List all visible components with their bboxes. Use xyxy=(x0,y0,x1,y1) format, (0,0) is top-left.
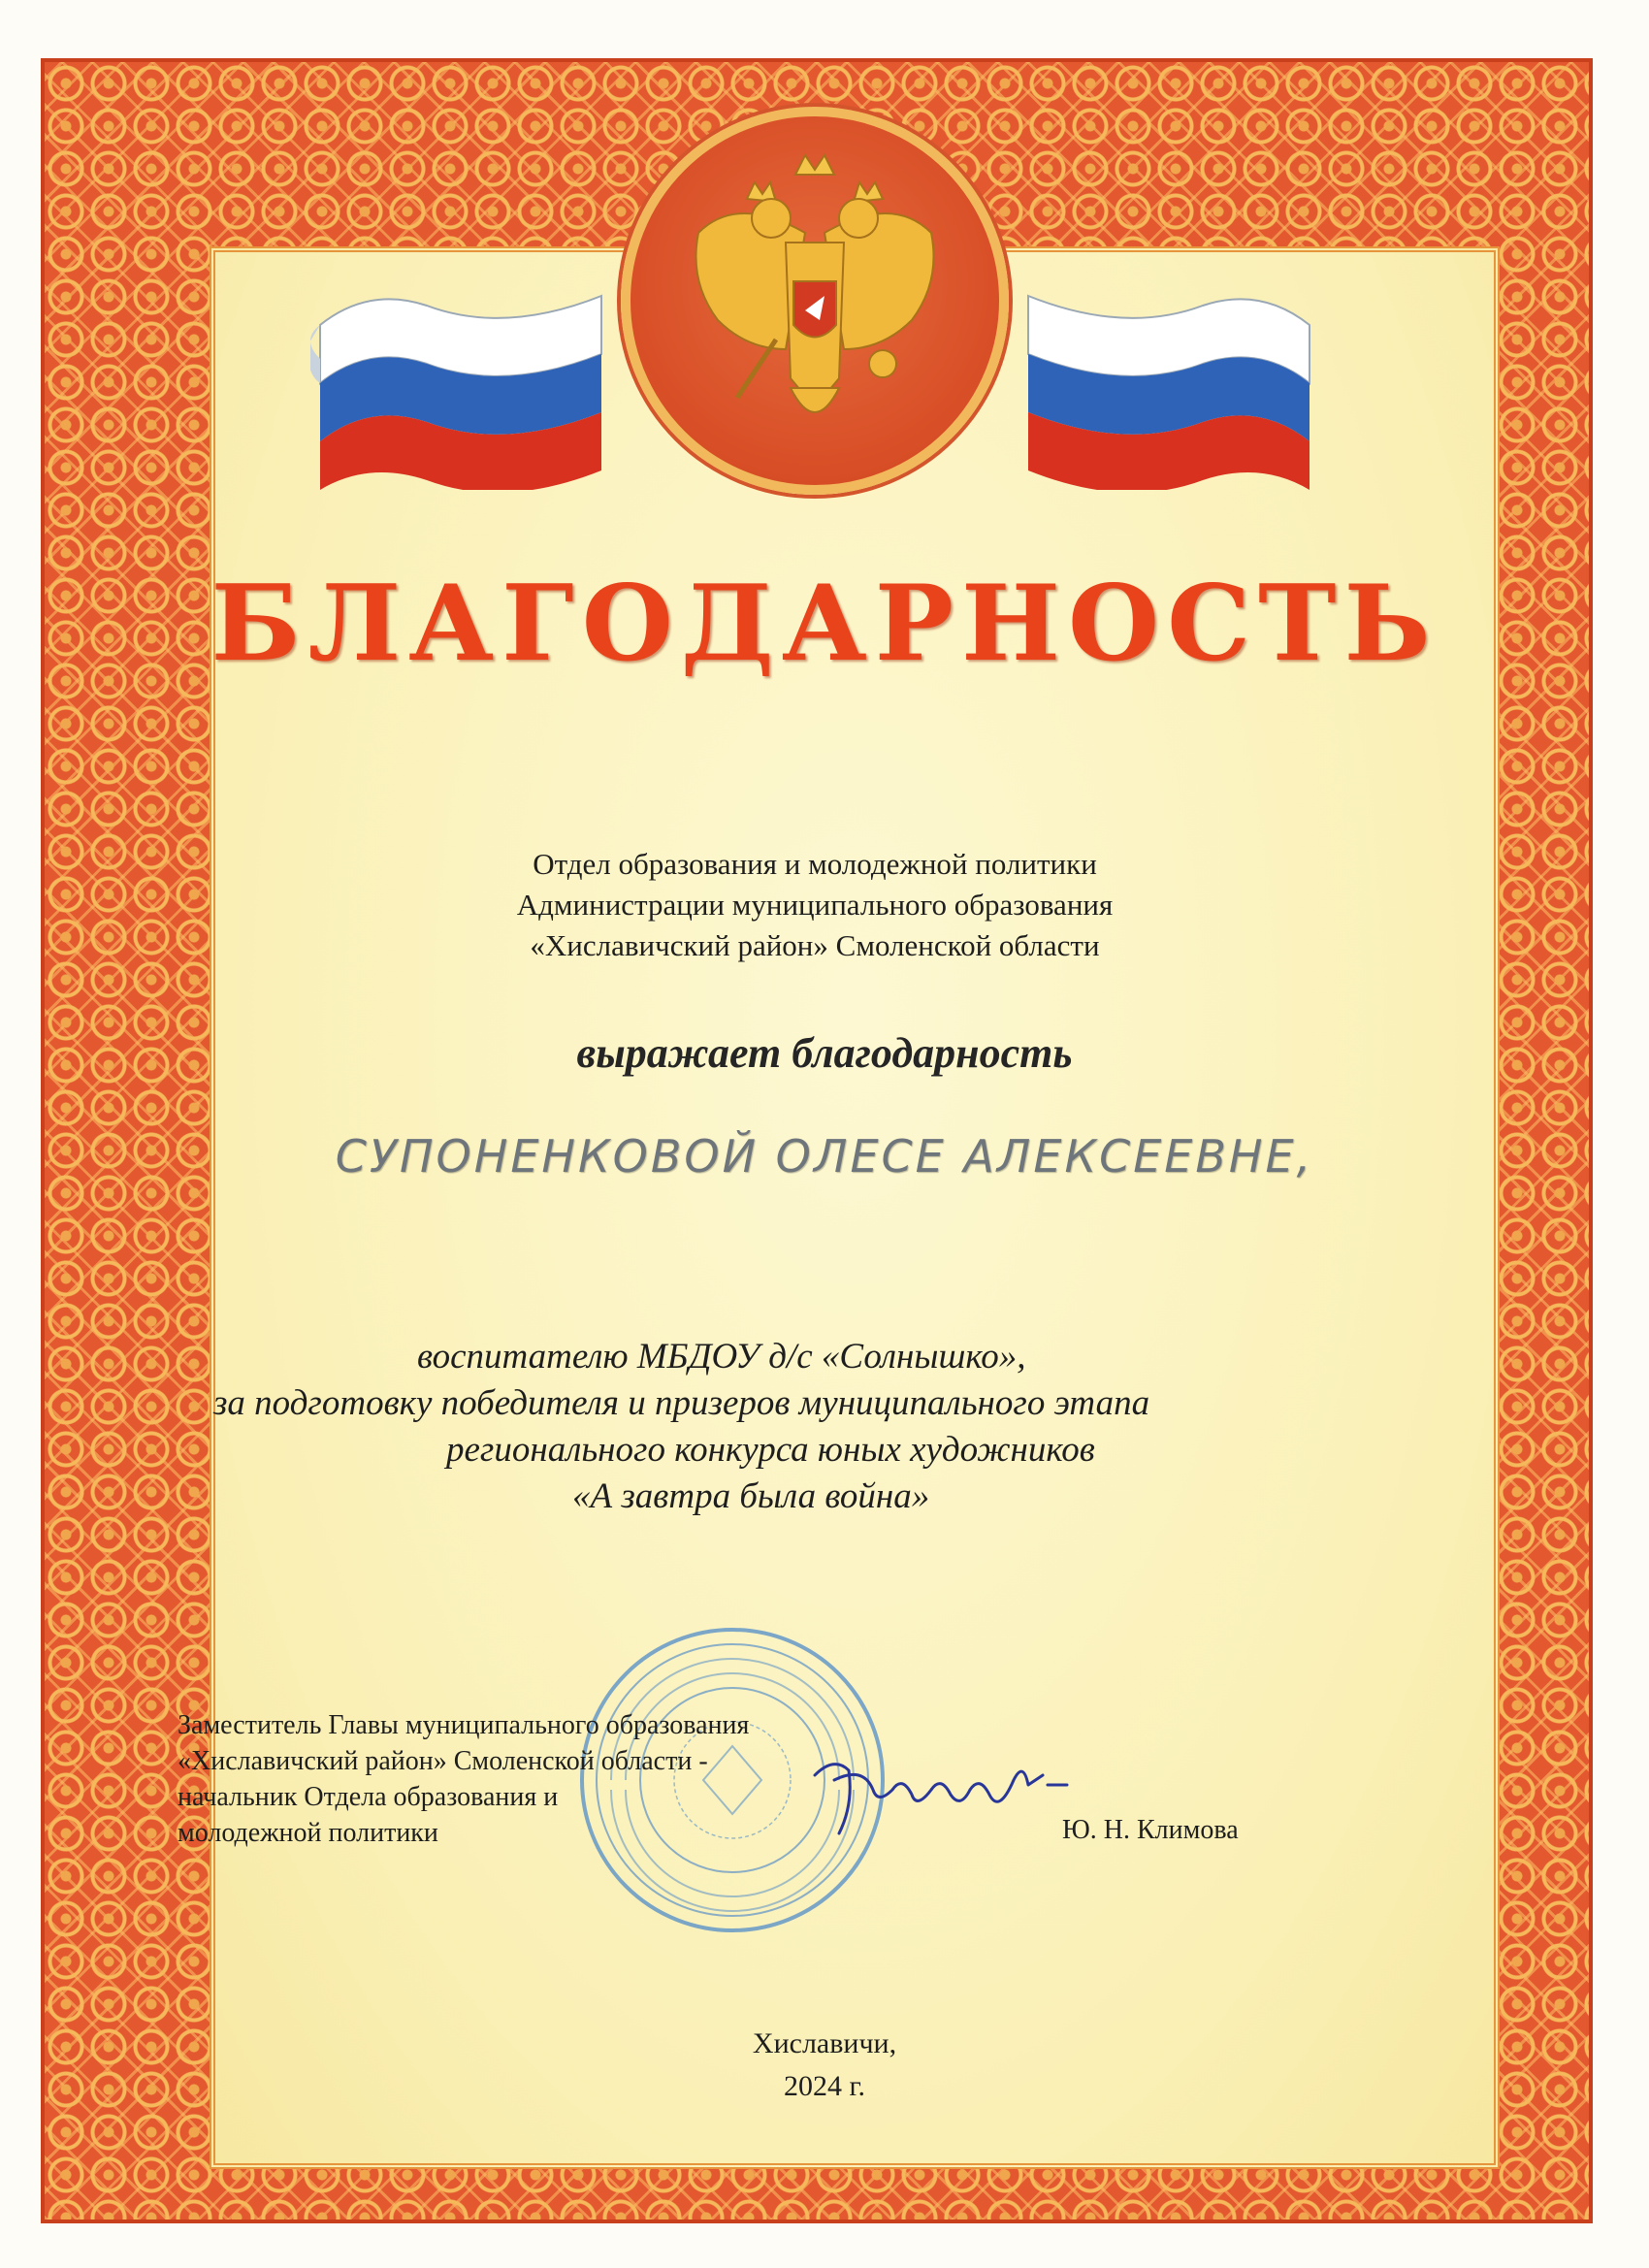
org-line-2: Администрации муниципального образования xyxy=(516,888,1114,922)
reason-line-4: «А завтра была война» xyxy=(572,1476,930,1516)
expresses-gratitude: выражает благодарность xyxy=(576,1029,1073,1077)
issuing-organization xyxy=(417,844,1212,966)
signatory-block xyxy=(178,1707,749,1851)
reason-line-3: регионального конкурса юных художников xyxy=(446,1430,1095,1470)
double-headed-eagle-icon xyxy=(630,116,999,485)
signatory-name: Ю. Н. Климова xyxy=(1062,1815,1239,1845)
year: 2024 г. xyxy=(784,2070,865,2102)
place-and-date xyxy=(0,2023,1649,2108)
award-reason xyxy=(213,1334,1436,1520)
certificate-title: БЛАГОДАРНОСТЬ xyxy=(210,563,1439,685)
reason-line-2: за подготовку победителя и призеров муниципального этапа xyxy=(213,1383,1150,1423)
emblem-medallion xyxy=(621,107,1009,495)
recipient-name: СУПОНЕНКОВОЙ ОЛЕСЕ АЛЕКСЕЕВНЕ, xyxy=(335,1130,1314,1183)
org-line-1: Отдел образования и молодежной политики xyxy=(533,847,1097,881)
signatory-line-4: молодежной политики xyxy=(178,1818,438,1848)
org-line-3: «Хиславичский район» Смоленской области xyxy=(530,928,1100,962)
signatory-line-1: Заместитель Главы муниципального образования xyxy=(178,1710,750,1740)
reason-line-1: воспитателю МБДОУ д/с «Солнышко», xyxy=(417,1337,1026,1377)
russian-flag-left xyxy=(310,267,630,490)
signatory-line-3: начальник Отдела образования и xyxy=(178,1782,559,1812)
russian-flag-right xyxy=(999,267,1319,490)
signatory-line-2: «Хиславичский район» Смоленской области - xyxy=(178,1746,708,1776)
handwritten-signature xyxy=(795,1736,1086,1853)
place: Хиславичи, xyxy=(752,2027,897,2059)
